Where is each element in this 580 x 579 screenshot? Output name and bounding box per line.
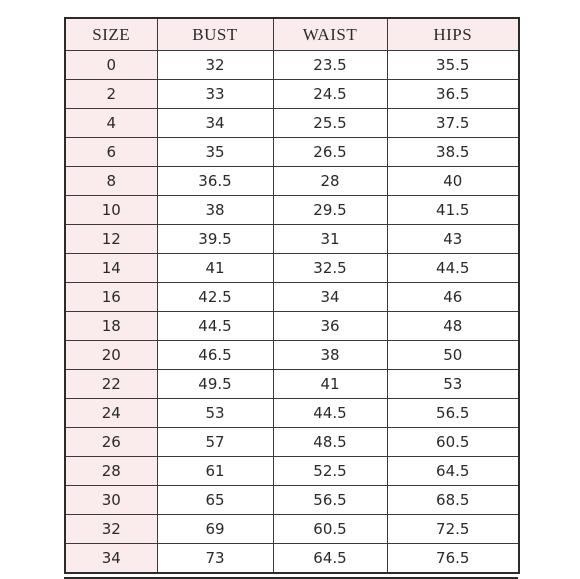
- cell-hips: 68.5: [387, 486, 519, 515]
- table-row: [65, 544, 519, 574]
- cell-size: 28: [65, 457, 157, 486]
- cell-waist: 60.5: [273, 515, 387, 544]
- cell-hips: 64.5: [387, 457, 519, 486]
- cell-bust: 73: [157, 544, 273, 574]
- cell-size: 18: [65, 312, 157, 341]
- cell-hips: 53: [387, 370, 519, 399]
- cell-size: 24: [65, 399, 157, 428]
- cell-waist: 56.5: [273, 486, 387, 515]
- size-chart-table: [64, 17, 520, 574]
- cell-size: 34: [65, 544, 157, 574]
- cell-hips: 50: [387, 341, 519, 370]
- cell-waist: 44.5: [273, 399, 387, 428]
- table-row: [65, 80, 519, 109]
- table-row: [65, 370, 519, 399]
- table-body: [65, 51, 519, 574]
- cell-waist: 26.5: [273, 138, 387, 167]
- table-row: [65, 109, 519, 138]
- cell-waist: 36: [273, 312, 387, 341]
- cell-size: 16: [65, 283, 157, 312]
- table-row: [65, 486, 519, 515]
- header-hips: HIPS: [387, 18, 519, 51]
- header-waist: WAIST: [273, 18, 387, 51]
- cell-hips: 43: [387, 225, 519, 254]
- cell-size: 32: [65, 515, 157, 544]
- cell-hips: 40: [387, 167, 519, 196]
- cell-size: 14: [65, 254, 157, 283]
- table-row: [65, 399, 519, 428]
- cell-hips: 35.5: [387, 51, 519, 80]
- cell-bust: 42.5: [157, 283, 273, 312]
- cell-waist: 48.5: [273, 428, 387, 457]
- cell-size: 10: [65, 196, 157, 225]
- cell-hips: 38.5: [387, 138, 519, 167]
- table-row: [65, 312, 519, 341]
- cell-waist: 34: [273, 283, 387, 312]
- table-row: [65, 167, 519, 196]
- size-chart: [64, 17, 518, 574]
- cell-waist: 25.5: [273, 109, 387, 138]
- cell-bust: 65: [157, 486, 273, 515]
- cell-bust: 32: [157, 51, 273, 80]
- cell-size: 0: [65, 51, 157, 80]
- cell-size: 12: [65, 225, 157, 254]
- table-row: [65, 196, 519, 225]
- cell-waist: 29.5: [273, 196, 387, 225]
- cell-bust: 35: [157, 138, 273, 167]
- cell-bust: 39.5: [157, 225, 273, 254]
- cell-waist: 31: [273, 225, 387, 254]
- cell-hips: 37.5: [387, 109, 519, 138]
- cell-bust: 44.5: [157, 312, 273, 341]
- table-row: [65, 428, 519, 457]
- table-row: [65, 515, 519, 544]
- table-row: [65, 283, 519, 312]
- cell-bust: 53: [157, 399, 273, 428]
- cell-waist: 38: [273, 341, 387, 370]
- header-row: [65, 18, 519, 51]
- cell-hips: 48: [387, 312, 519, 341]
- cell-bust: 33: [157, 80, 273, 109]
- cell-bust: 41: [157, 254, 273, 283]
- table-row: [65, 254, 519, 283]
- cell-hips: 56.5: [387, 399, 519, 428]
- table-row: [65, 457, 519, 486]
- cell-hips: 60.5: [387, 428, 519, 457]
- cell-bust: 69: [157, 515, 273, 544]
- cell-bust: 36.5: [157, 167, 273, 196]
- cell-waist: 23.5: [273, 51, 387, 80]
- cell-size: 26: [65, 428, 157, 457]
- cell-waist: 28: [273, 167, 387, 196]
- cell-hips: 36.5: [387, 80, 519, 109]
- cell-bust: 46.5: [157, 341, 273, 370]
- cell-size: 30: [65, 486, 157, 515]
- cell-bust: 57: [157, 428, 273, 457]
- cell-hips: 44.5: [387, 254, 519, 283]
- cell-bust: 49.5: [157, 370, 273, 399]
- cell-bust: 61: [157, 457, 273, 486]
- table-row: [65, 341, 519, 370]
- cell-size: 4: [65, 109, 157, 138]
- header-size: SIZE: [65, 18, 157, 51]
- cell-bust: 38: [157, 196, 273, 225]
- cell-waist: 64.5: [273, 544, 387, 574]
- cell-waist: 41: [273, 370, 387, 399]
- cell-size: 6: [65, 138, 157, 167]
- cell-size: 8: [65, 167, 157, 196]
- table-row: [65, 138, 519, 167]
- cell-hips: 46: [387, 283, 519, 312]
- cell-hips: 76.5: [387, 544, 519, 574]
- table-header: [65, 18, 519, 51]
- cell-waist: 52.5: [273, 457, 387, 486]
- cell-waist: 32.5: [273, 254, 387, 283]
- table-row: [65, 51, 519, 80]
- cell-size: 20: [65, 341, 157, 370]
- cell-waist: 24.5: [273, 80, 387, 109]
- cell-hips: 72.5: [387, 515, 519, 544]
- cell-bust: 34: [157, 109, 273, 138]
- header-bust: BUST: [157, 18, 273, 51]
- cell-size: 2: [65, 80, 157, 109]
- table-row: [65, 225, 519, 254]
- cell-hips: 41.5: [387, 196, 519, 225]
- cell-size: 22: [65, 370, 157, 399]
